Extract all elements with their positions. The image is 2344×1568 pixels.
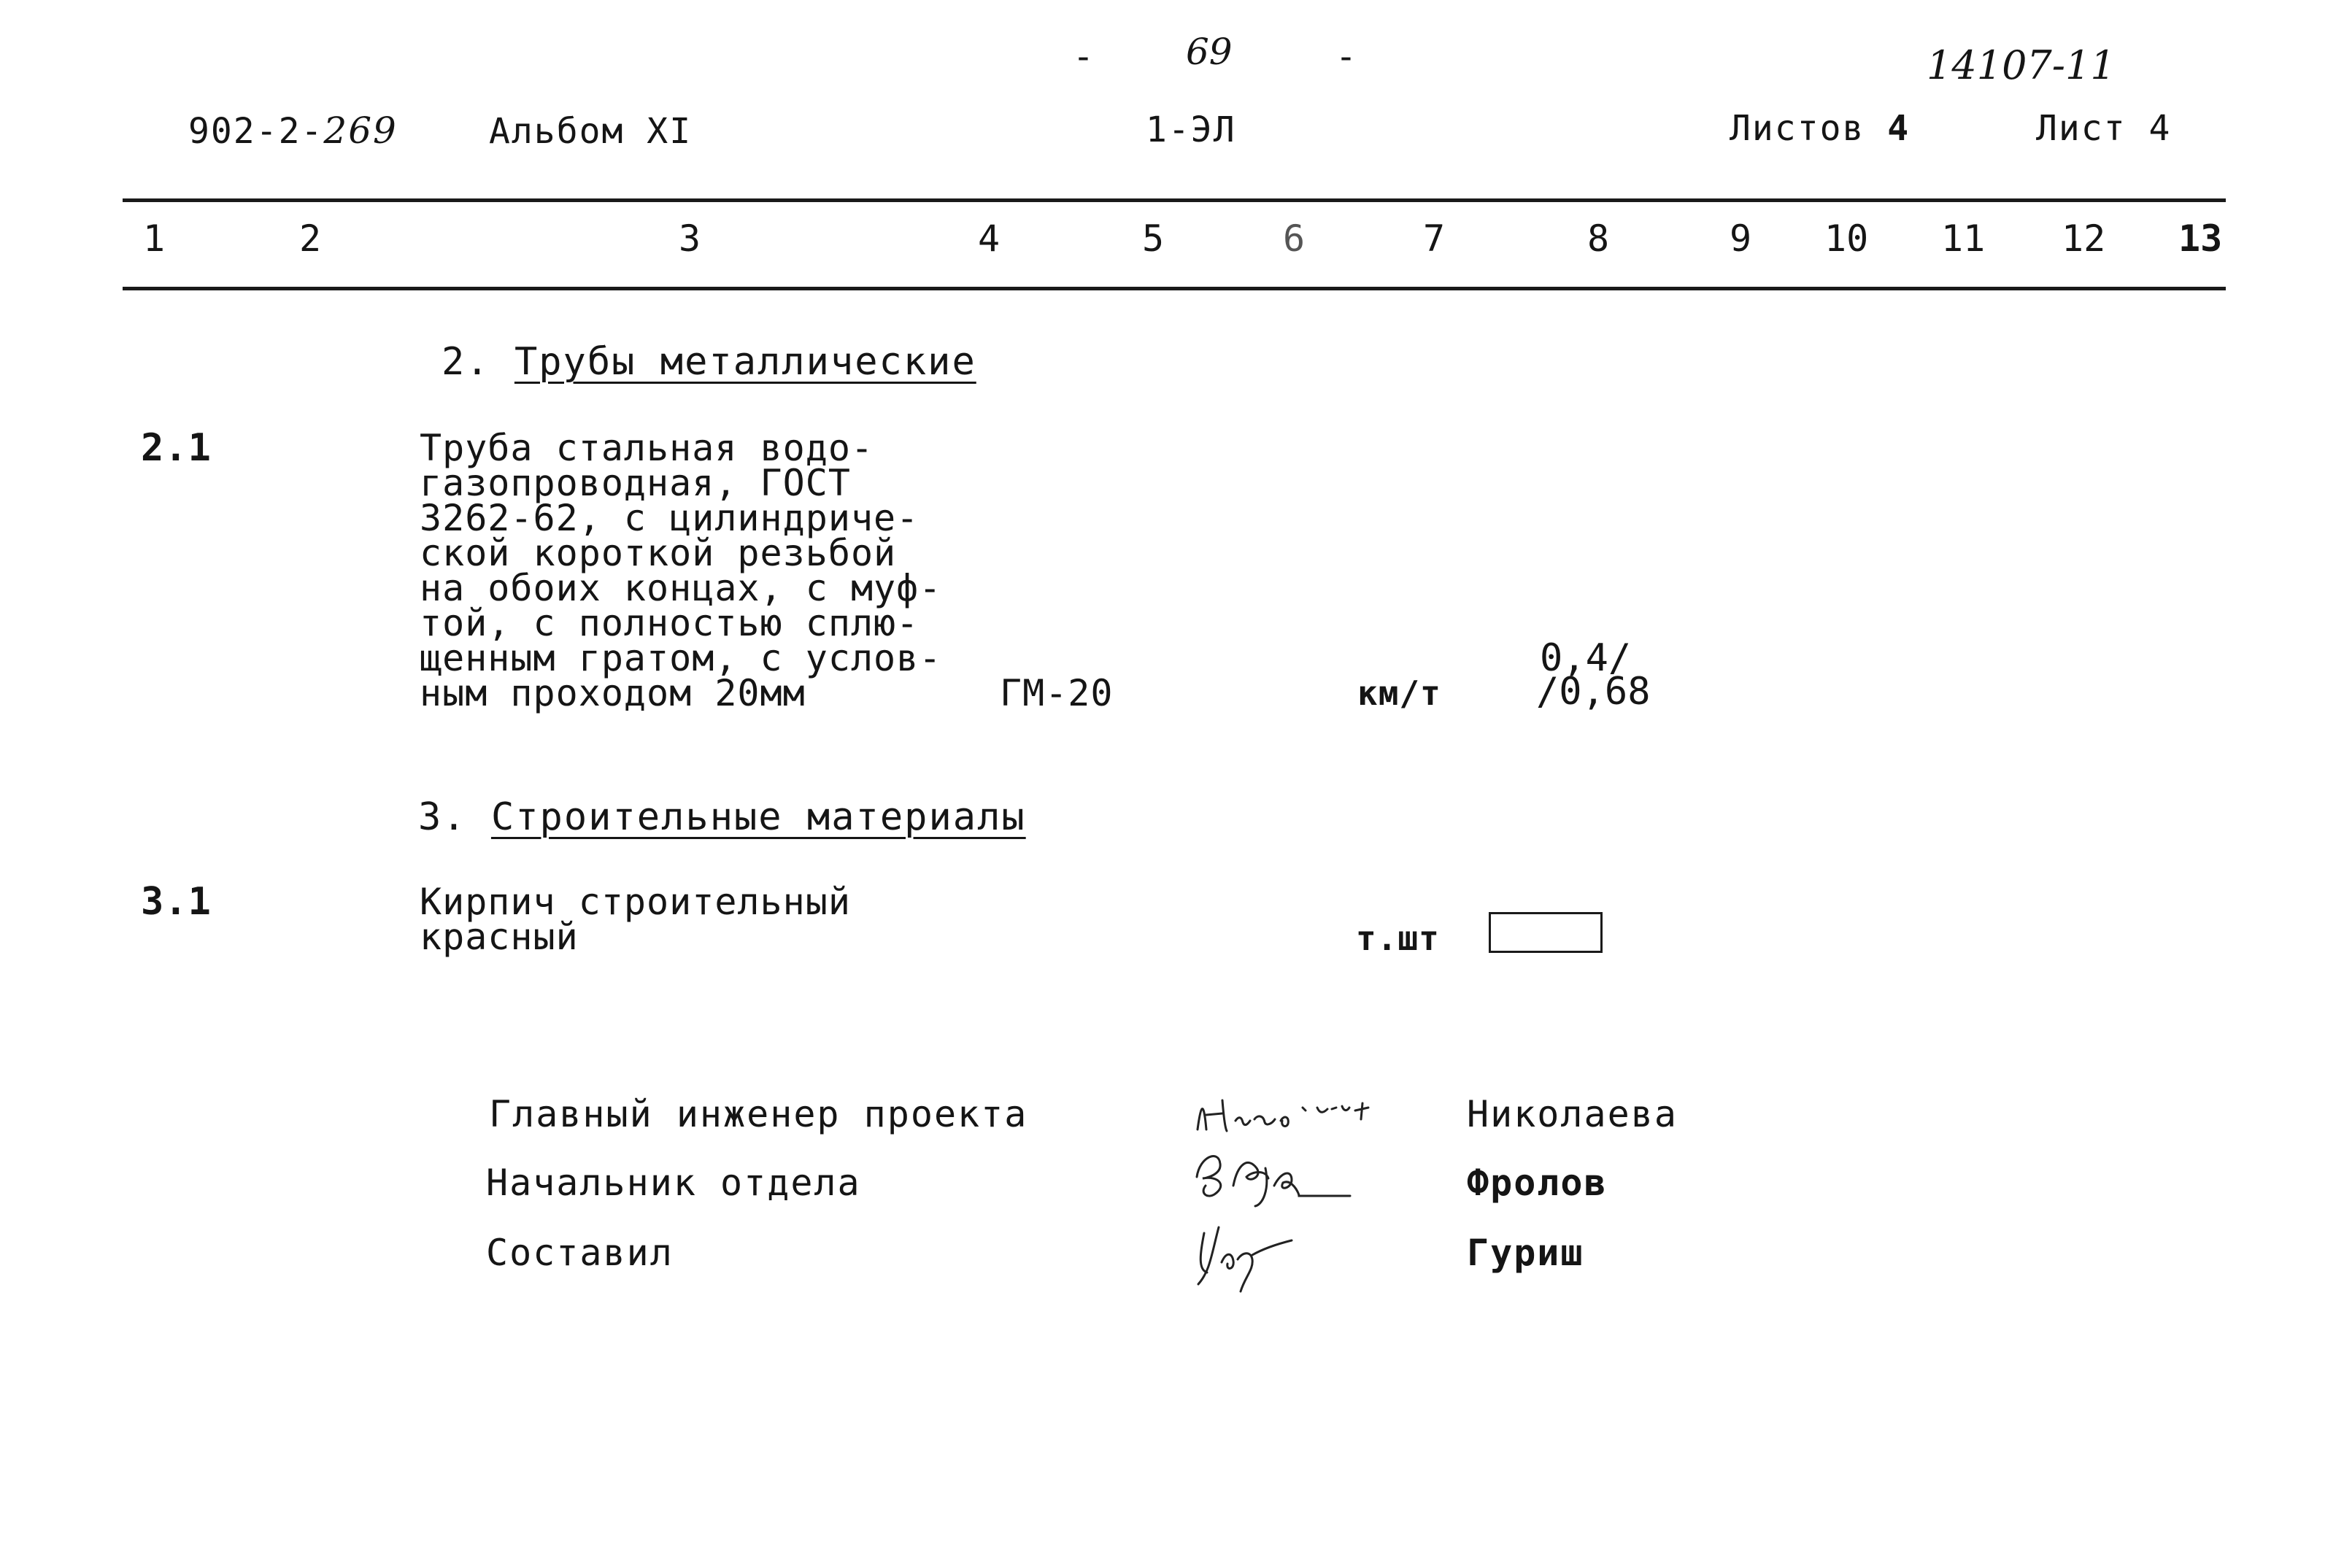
item-unit: т.шт	[1356, 919, 1440, 958]
item-position: 2.1	[141, 426, 212, 470]
column-number: 10	[1824, 217, 1869, 260]
archive-number: 14107-11	[1927, 42, 2116, 88]
description-line: на обоих концах, с муф-	[420, 567, 942, 609]
column-number: 6	[1283, 217, 1306, 260]
item-code: ГМ-20	[1000, 672, 1114, 714]
section-code: 1-ЭЛ	[1146, 109, 1236, 150]
item-unit: км/т	[1357, 673, 1441, 713]
page-number-dash-left: -	[1073, 36, 1095, 77]
description-line: Кирпич строительный	[420, 881, 851, 923]
column-number: 1	[143, 217, 166, 260]
item-quantity-top: 0,4/	[1540, 636, 1632, 680]
signature-name: Гуриш	[1467, 1232, 1584, 1274]
page-number-dash-right: -	[1335, 36, 1358, 77]
sheet-number	[2036, 108, 2171, 149]
section-heading	[418, 795, 1026, 839]
sheets-count	[1730, 108, 1910, 149]
sheet-label: Лист	[2036, 108, 2127, 149]
column-number: 5	[1142, 217, 1165, 260]
signature-role: Составил	[486, 1232, 674, 1274]
column-number: 12	[2062, 217, 2106, 260]
section-title: Строительные материалы	[490, 795, 1026, 839]
item-description	[420, 427, 942, 714]
section-title: Трубы металлические	[514, 340, 976, 384]
description-line: той, с полностью сплю-	[420, 602, 920, 644]
document-code	[188, 109, 398, 152]
description-line: красный	[420, 916, 579, 958]
signature-role: Главный инженер проекта	[489, 1093, 1028, 1135]
signature-name: Николаева	[1467, 1093, 1678, 1135]
column-number: 11	[1941, 217, 1986, 260]
item-quantity-bottom: /0,68	[1536, 670, 1651, 714]
handwritten-signature	[1190, 1211, 1335, 1302]
table-top-rule	[123, 198, 2226, 202]
column-number: 7	[1423, 217, 1446, 260]
description-line: ской короткой резьбой	[420, 532, 897, 574]
album-label: Альбом XI	[489, 111, 693, 152]
section-number: 3.	[418, 795, 467, 839]
column-number: 3	[679, 217, 701, 260]
section-heading	[442, 340, 976, 384]
sheets-label: Листов	[1730, 108, 1865, 149]
column-number: 8	[1587, 217, 1610, 260]
handwritten-signature	[1190, 1135, 1379, 1218]
description-line: щенным гратом, с услов-	[420, 637, 942, 679]
sheets-total: 4	[1887, 108, 1911, 149]
table-header-bottom-rule	[123, 287, 2226, 290]
column-number: 9	[1730, 217, 1752, 260]
description-line: Труба стальная водо-	[420, 427, 874, 469]
page-number: 69	[1186, 31, 1233, 73]
description-line: газопроводная, ГОСТ	[420, 462, 851, 504]
signature-role: Начальник отдела	[486, 1162, 861, 1204]
column-number: 4	[978, 217, 1001, 260]
description-line: ным проходом 20мм	[420, 672, 806, 714]
item-position: 3.1	[141, 880, 212, 924]
item-description	[420, 881, 851, 958]
document-code-prefix: 902-2-	[188, 111, 324, 152]
empty-quantity-box	[1489, 912, 1603, 953]
description-line: 3262-62, с цилиндриче-	[420, 497, 920, 539]
sheet-number-value: 4	[2148, 108, 2172, 149]
column-number: 2	[299, 217, 322, 260]
column-number: 13	[2178, 217, 2223, 260]
section-number: 2.	[442, 340, 490, 384]
document-code-handwritten: 269	[323, 109, 398, 152]
signature-name: Фролов	[1467, 1162, 1608, 1204]
